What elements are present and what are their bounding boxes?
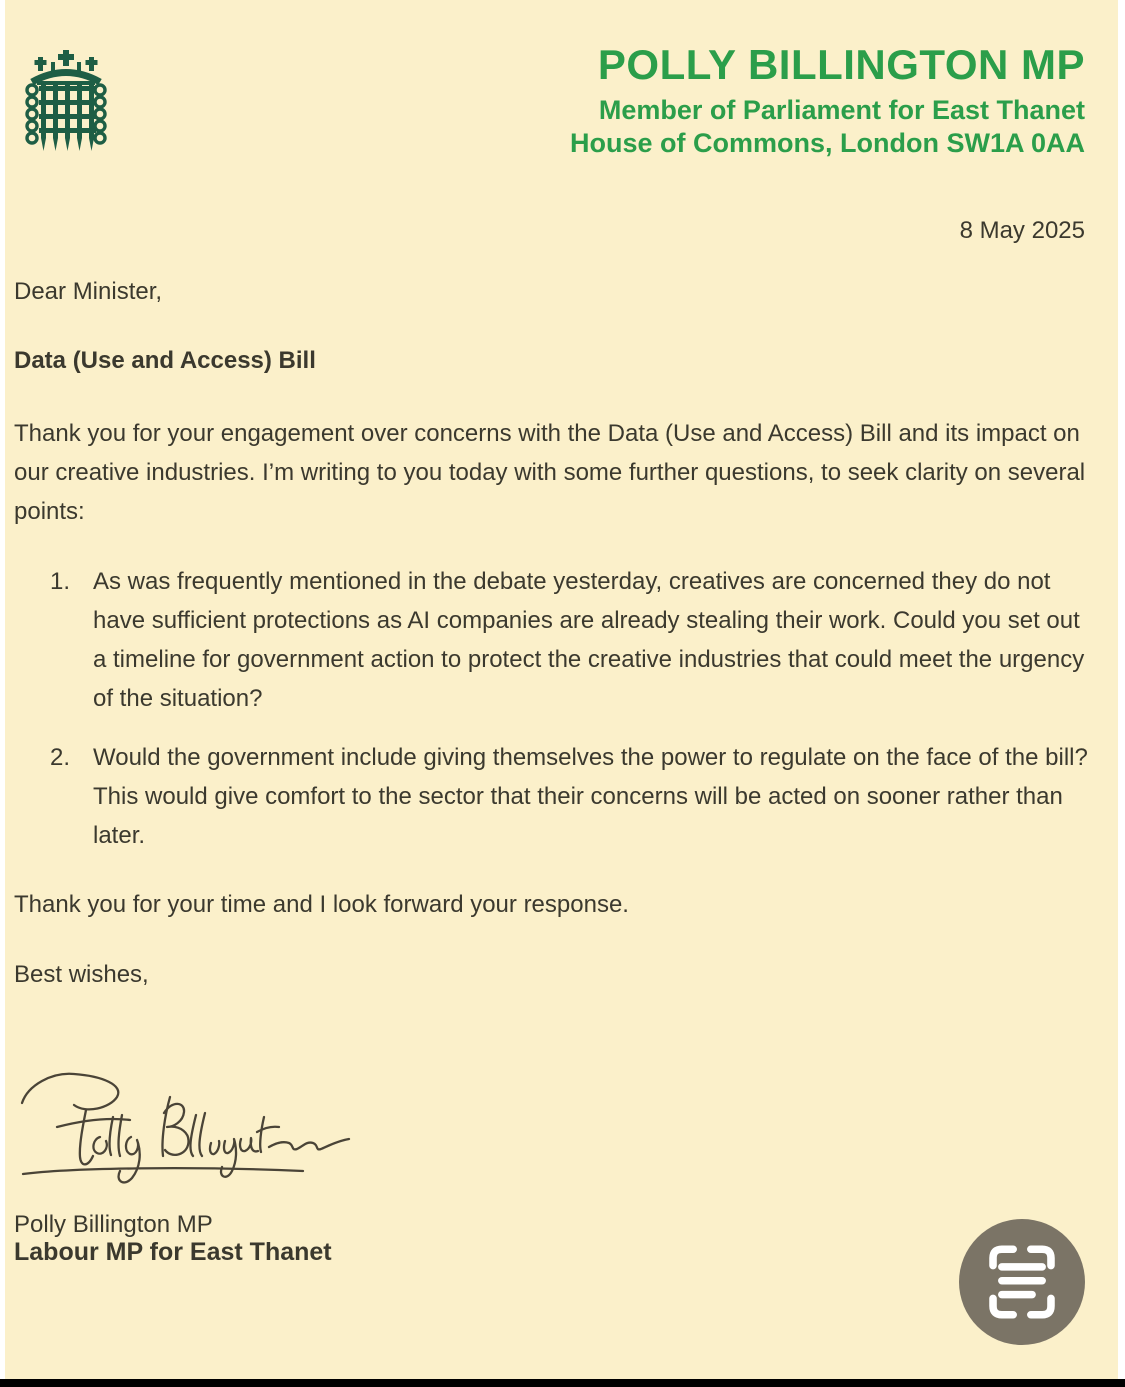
subject-line: Data (Use and Access) Bill [14,347,316,374]
mp-subtitle-line1: Member of Parliament for East Thanet [598,95,1085,125]
list-item-text: Would the government include giving themselves the power to regulate on the face of the bill? This would give comfort to the sector that their concerns will be acted on sooner rather than later. [93,744,1088,849]
salutation: Dear Minister, [14,278,163,305]
closing-line: Thank you for your time and I look forward your response. [14,891,629,918]
bottom-bar [0,1379,1125,1387]
list-item-text: As was frequently mentioned in the debate yesterday, creatives are concerned they do not have sufficient protections as AI companies are already stealing their work. Could you set out a timeline for government action to protect the creative industries that could meet the urgency of the situation? [93,568,1085,712]
intro-paragraph: Thank you for your engagement over concerns with the Data (Use and Access) Bill and its impact on our creative industries. I’m writing to you today with some further questions, to seek clarity on several points: [14,420,1086,525]
list-item-number: 2. [50,744,71,771]
list-item-number: 1. [50,568,71,595]
page-edge-left [0,0,5,1387]
page-edge-right [1118,0,1125,1387]
signoff-role: Labour MP for East Thanet [14,1238,332,1266]
list-item [50,738,1092,855]
letter-date: 8 May 2025 [959,217,1085,244]
handwritten-signature [10,1055,360,1200]
portcullis-logo-icon [25,50,107,157]
list-item [50,562,1092,718]
mp-name-title: POLLY BILLINGTON MP [597,41,1085,88]
letterhead [570,42,1085,160]
valediction: Best wishes, [14,961,149,988]
document-scan-button[interactable] [959,1219,1085,1345]
mp-subtitle-line2: House of Commons, London SW1A 0AA [570,128,1085,158]
signoff-name: Polly Billington MP [14,1211,213,1238]
document-scan-icon [959,1219,1085,1345]
